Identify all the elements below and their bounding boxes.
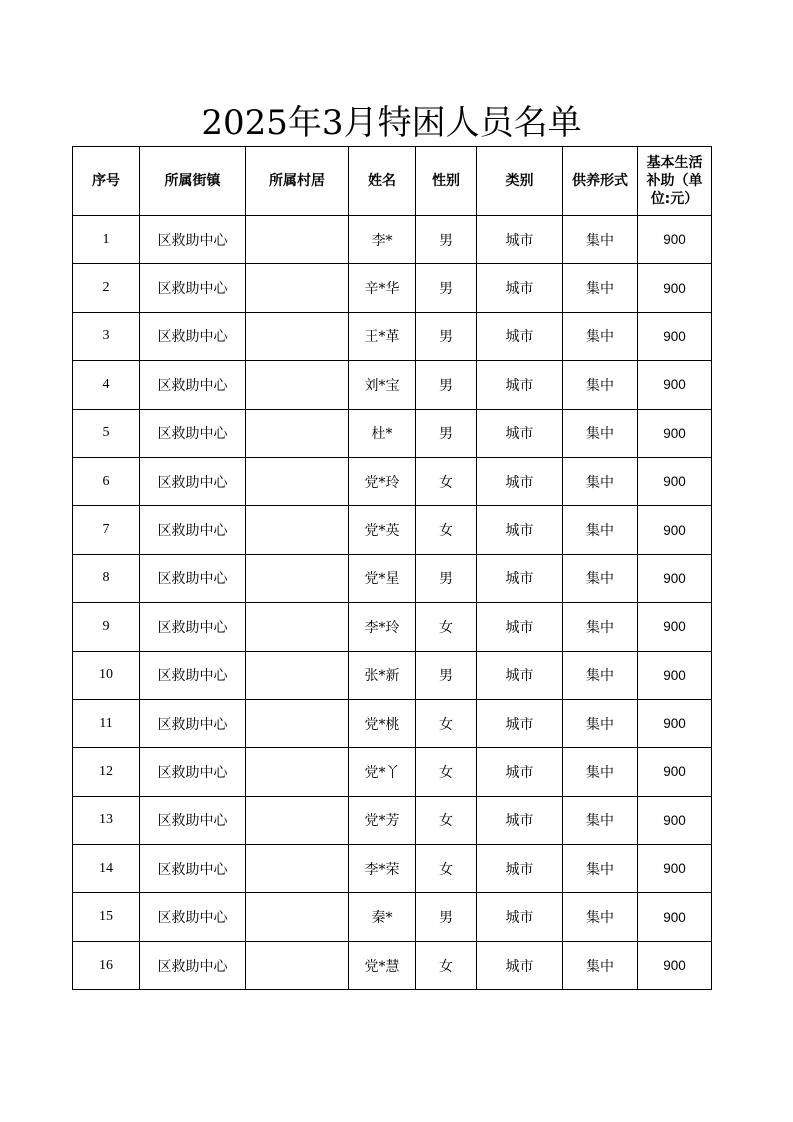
cell-street: 区救助中心	[140, 796, 246, 844]
cell-category: 城市	[477, 699, 563, 747]
cell-name: 杜*	[349, 409, 416, 457]
cell-name: 党*玲	[349, 457, 416, 505]
table-row	[73, 748, 712, 796]
table-row	[73, 409, 712, 457]
header-gender: 性别	[416, 147, 477, 216]
cell-subsidy: 900	[638, 893, 712, 941]
cell-seq: 14	[73, 845, 140, 893]
cell-category: 城市	[477, 216, 563, 264]
cell-seq: 15	[73, 893, 140, 941]
header-name: 姓名	[349, 147, 416, 216]
cell-category: 城市	[477, 651, 563, 699]
cell-street: 区救助中心	[140, 409, 246, 457]
cell-street: 区救助中心	[140, 506, 246, 554]
cell-name: 李*玲	[349, 603, 416, 651]
cell-village	[246, 699, 349, 747]
table-row	[73, 796, 712, 844]
cell-name: 王*革	[349, 312, 416, 360]
cell-support: 集中	[563, 796, 638, 844]
cell-gender: 女	[416, 603, 477, 651]
cell-street: 区救助中心	[140, 457, 246, 505]
cell-village	[246, 603, 349, 651]
cell-subsidy: 900	[638, 748, 712, 796]
table-row	[73, 312, 712, 360]
cell-support: 集中	[563, 748, 638, 796]
cell-category: 城市	[477, 506, 563, 554]
cell-gender: 男	[416, 651, 477, 699]
cell-support: 集中	[563, 216, 638, 264]
cell-subsidy: 900	[638, 312, 712, 360]
cell-seq: 13	[73, 796, 140, 844]
cell-support: 集中	[563, 409, 638, 457]
cell-gender: 女	[416, 457, 477, 505]
cell-seq: 3	[73, 312, 140, 360]
cell-support: 集中	[563, 457, 638, 505]
cell-name: 党*星	[349, 554, 416, 602]
cell-gender: 男	[416, 216, 477, 264]
cell-category: 城市	[477, 409, 563, 457]
cell-category: 城市	[477, 796, 563, 844]
header-village: 所属村居	[246, 147, 349, 216]
cell-support: 集中	[563, 312, 638, 360]
table-row	[73, 893, 712, 941]
table-row	[73, 941, 712, 989]
cell-subsidy: 900	[638, 554, 712, 602]
cell-subsidy: 900	[638, 699, 712, 747]
cell-seq: 10	[73, 651, 140, 699]
document-title: 2025年3月特困人员名单	[201, 103, 582, 143]
cell-gender: 男	[416, 312, 477, 360]
cell-village	[246, 506, 349, 554]
cell-category: 城市	[477, 845, 563, 893]
cell-village	[246, 893, 349, 941]
cell-gender: 男	[416, 409, 477, 457]
cell-street: 区救助中心	[140, 893, 246, 941]
cell-gender: 女	[416, 699, 477, 747]
cell-subsidy: 900	[638, 457, 712, 505]
cell-subsidy: 900	[638, 361, 712, 409]
cell-gender: 男	[416, 361, 477, 409]
cell-village	[246, 554, 349, 602]
cell-name: 党*桃	[349, 699, 416, 747]
cell-subsidy: 900	[638, 845, 712, 893]
cell-subsidy: 900	[638, 264, 712, 312]
cell-name: 辛*华	[349, 264, 416, 312]
cell-support: 集中	[563, 651, 638, 699]
cell-seq: 11	[73, 699, 140, 747]
table-row	[73, 554, 712, 602]
cell-subsidy: 900	[638, 506, 712, 554]
cell-seq: 8	[73, 554, 140, 602]
cell-village	[246, 457, 349, 505]
cell-support: 集中	[563, 699, 638, 747]
cell-street: 区救助中心	[140, 216, 246, 264]
cell-support: 集中	[563, 361, 638, 409]
table-row	[73, 361, 712, 409]
cell-street: 区救助中心	[140, 603, 246, 651]
header-row	[73, 147, 712, 216]
cell-street: 区救助中心	[140, 264, 246, 312]
cell-category: 城市	[477, 361, 563, 409]
header-seq: 序号	[73, 147, 140, 216]
cell-seq: 2	[73, 264, 140, 312]
cell-gender: 女	[416, 748, 477, 796]
cell-village	[246, 361, 349, 409]
cell-street: 区救助中心	[140, 748, 246, 796]
cell-support: 集中	[563, 941, 638, 989]
cell-category: 城市	[477, 893, 563, 941]
cell-street: 区救助中心	[140, 699, 246, 747]
cell-seq: 9	[73, 603, 140, 651]
cell-name: 李*荣	[349, 845, 416, 893]
table-row	[73, 457, 712, 505]
cell-village	[246, 651, 349, 699]
cell-street: 区救助中心	[140, 845, 246, 893]
cell-village	[246, 748, 349, 796]
table-row	[73, 603, 712, 651]
cell-subsidy: 900	[638, 216, 712, 264]
cell-subsidy: 900	[638, 409, 712, 457]
cell-village	[246, 216, 349, 264]
cell-support: 集中	[563, 845, 638, 893]
cell-seq: 16	[73, 941, 140, 989]
header-subsidy: 基本生活补助（单位:元）	[638, 147, 712, 216]
table-row	[73, 216, 712, 264]
cell-category: 城市	[477, 264, 563, 312]
cell-category: 城市	[477, 457, 563, 505]
cell-support: 集中	[563, 603, 638, 651]
cell-name: 秦*	[349, 893, 416, 941]
table-row	[73, 506, 712, 554]
cell-seq: 4	[73, 361, 140, 409]
cell-village	[246, 409, 349, 457]
cell-subsidy: 900	[638, 651, 712, 699]
cell-name: 党*丫	[349, 748, 416, 796]
header-category: 类别	[477, 147, 563, 216]
cell-village	[246, 312, 349, 360]
cell-street: 区救助中心	[140, 361, 246, 409]
cell-category: 城市	[477, 941, 563, 989]
cell-street: 区救助中心	[140, 941, 246, 989]
cell-seq: 6	[73, 457, 140, 505]
roster-table	[72, 146, 712, 990]
cell-category: 城市	[477, 603, 563, 651]
cell-subsidy: 900	[638, 603, 712, 651]
table-row	[73, 699, 712, 747]
cell-seq: 1	[73, 216, 140, 264]
cell-village	[246, 264, 349, 312]
cell-gender: 男	[416, 264, 477, 312]
cell-category: 城市	[477, 554, 563, 602]
cell-support: 集中	[563, 506, 638, 554]
cell-gender: 女	[416, 506, 477, 554]
cell-support: 集中	[563, 554, 638, 602]
table-row	[73, 264, 712, 312]
cell-gender: 男	[416, 893, 477, 941]
cell-street: 区救助中心	[140, 554, 246, 602]
cell-street: 区救助中心	[140, 312, 246, 360]
cell-village	[246, 796, 349, 844]
cell-name: 党*慧	[349, 941, 416, 989]
cell-gender: 女	[416, 796, 477, 844]
cell-subsidy: 900	[638, 796, 712, 844]
cell-category: 城市	[477, 748, 563, 796]
cell-gender: 女	[416, 941, 477, 989]
cell-name: 党*英	[349, 506, 416, 554]
cell-gender: 女	[416, 845, 477, 893]
cell-name: 刘*宝	[349, 361, 416, 409]
cell-gender: 男	[416, 554, 477, 602]
cell-support: 集中	[563, 893, 638, 941]
cell-subsidy: 900	[638, 941, 712, 989]
cell-village	[246, 941, 349, 989]
cell-village	[246, 845, 349, 893]
cell-name: 党*芳	[349, 796, 416, 844]
cell-category: 城市	[477, 312, 563, 360]
table-row	[73, 651, 712, 699]
cell-street: 区救助中心	[140, 651, 246, 699]
table-row	[73, 845, 712, 893]
cell-seq: 5	[73, 409, 140, 457]
cell-name: 张*新	[349, 651, 416, 699]
header-support: 供养形式	[563, 147, 638, 216]
cell-seq: 12	[73, 748, 140, 796]
cell-name: 李*	[349, 216, 416, 264]
roster-body	[73, 216, 712, 990]
cell-seq: 7	[73, 506, 140, 554]
cell-support: 集中	[563, 264, 638, 312]
header-street: 所属街镇	[140, 147, 246, 216]
